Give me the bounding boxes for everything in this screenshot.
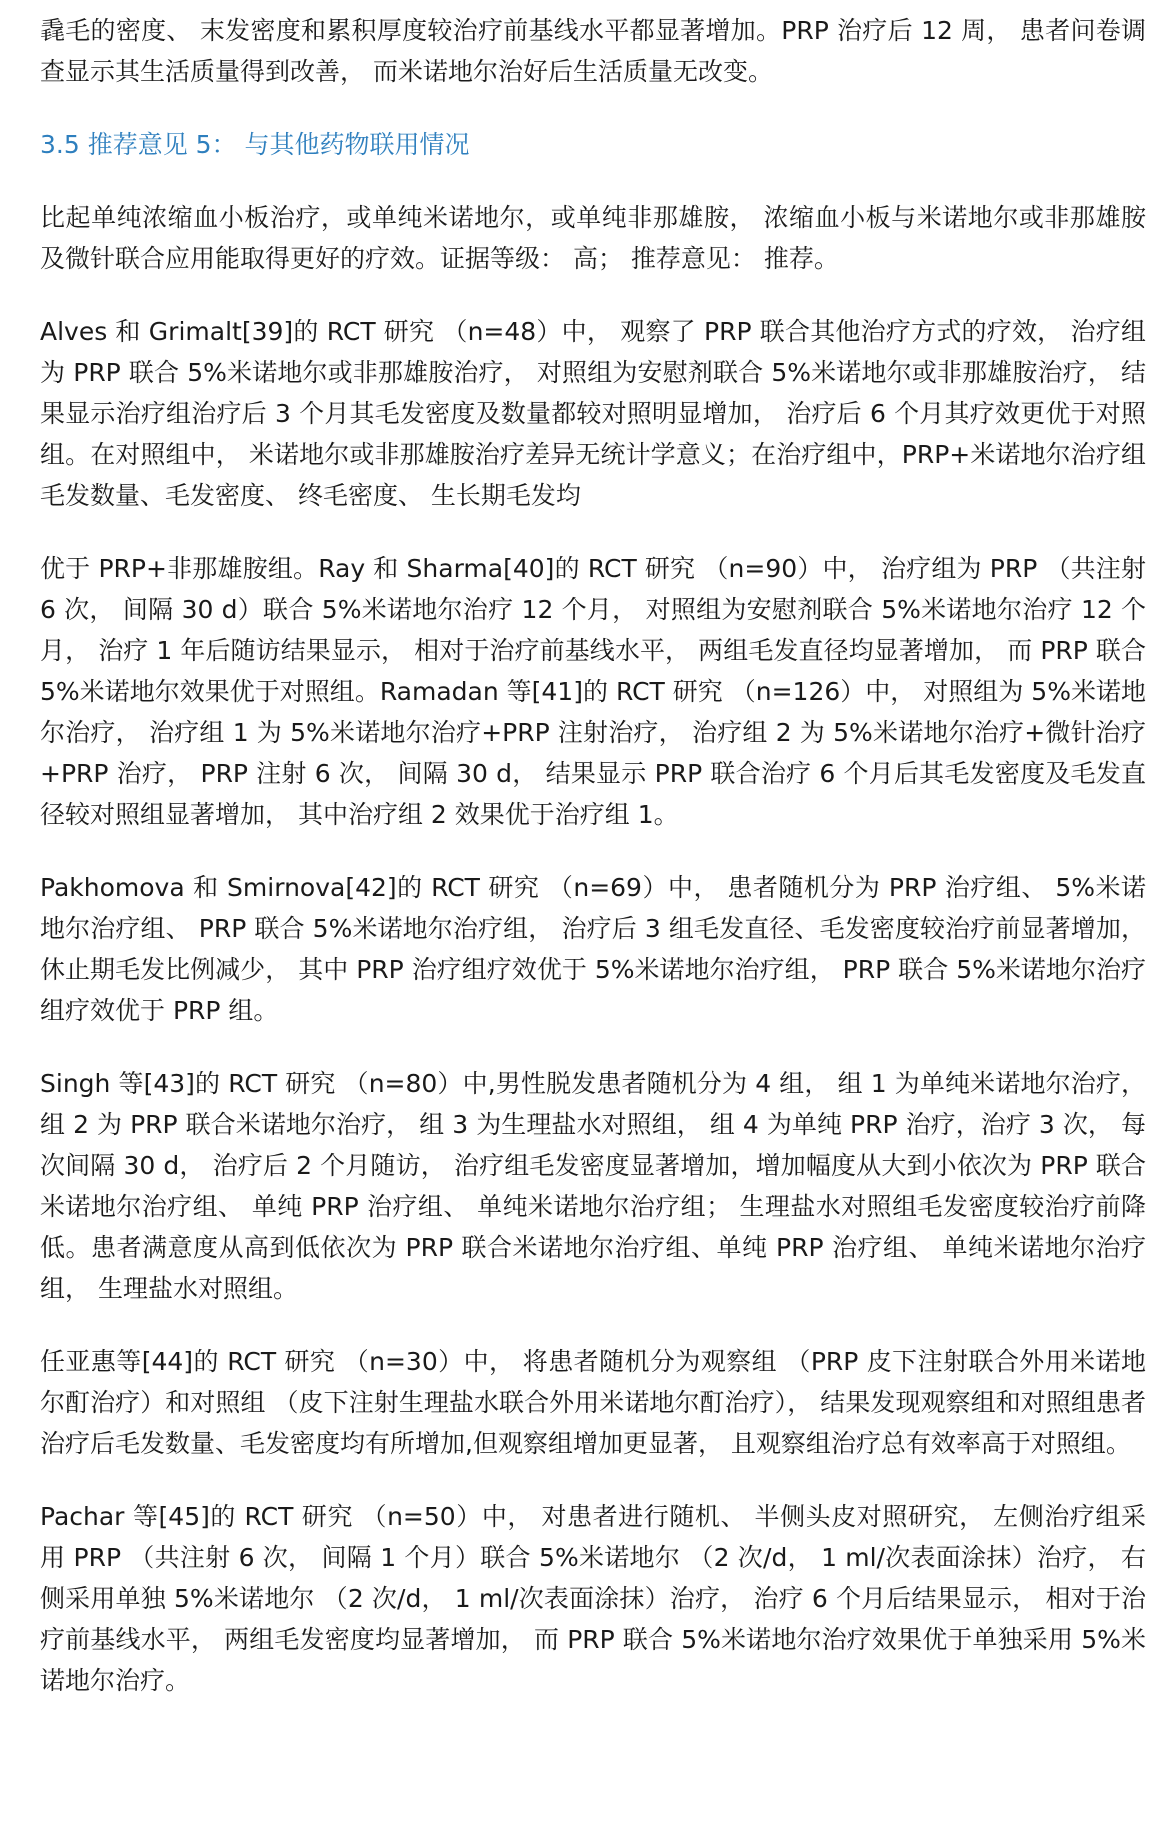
paragraph-intro: 毳毛的密度、 末发密度和累积厚度较治疗前基线水平都显著增加。PRP 治疗后 12 周， 患者问卷调查显示其生活质量得到改善， 而米诺地尔治好后生活质量无改变。 <box>40 16 1146 86</box>
section-heading: 3.5 推荐意见 5： 与其他药物联用情况 <box>40 130 470 159</box>
paragraph-ray: 优于 PRP+非那雄胺组。Ray 和 Sharma[40]的 RCT 研究 （n=90）中， 治疗组为 PRP （共注射 6 次， 间隔 30 d）联合 5%米诺地尔治疗 12 个月， 对照组为安慰剂联合 5%米诺地尔治疗 12 个月， 治疗 1 年后随访结果显示， 相对于治疗前基线水平， 两组毛发直径均显著增加， 而 PRP 联合 5%米诺地尔效果优于对照组。Ramadan 等[41]的 RCT 研究 （n=126）中， 对照组为 5%米诺地尔治疗， 治疗组 1 为 5%米诺地尔治疗+PRP 注射治疗， 治疗组 2 为 5%米诺地尔治疗+微针治疗+PRP 治疗， PRP 注射 6 次， 间隔 30 d， 结果显示 PRP 联合治疗 6 个月后其毛发密度及毛发直径较对照组显著增加， 其中治疗组 2 效果优于治疗组 1。 <box>40 554 1146 829</box>
paragraph-pakhomova: Pakhomova 和 Smirnova[42]的 RCT 研究 （n=69）中， 患者随机分为 PRP 治疗组、 5%米诺地尔治疗组、 PRP 联合 5%米诺地尔治疗组， 治疗后 3 组毛发直径、毛发密度较治疗前显著增加， 休止期毛发比例减少， 其中 PRP 治疗组疗效优于 5%米诺地尔治疗组， PRP 联合 5%米诺地尔治疗组疗效优于 PRP 组。 <box>40 873 1146 1025</box>
paragraph-singh: Singh 等[43]的 RCT 研究 （n=80）中,男性脱发患者随机分为 4 组， 组 1 为单纯米诺地尔治疗， 组 2 为 PRP 联合米诺地尔治疗， 组 3 为生理盐水对照组， 组 4 为单纯 PRP 治疗，治疗 3 次， 每次间隔 30 d， 治疗后 2 个月随访， 治疗组毛发密度显著增加，增加幅度从大到小依次为 PRP 联合米诺地尔治疗组、 单纯 PRP 治疗组、 单纯米诺地尔治疗组； 生理盐水对照组毛发密度较治疗前降低。患者满意度从高到低依次为 PRP 联合米诺地尔治疗组、单纯 PRP 治疗组、 单纯米诺地尔治疗组， 生理盐水对照组。 <box>40 1069 1146 1303</box>
paragraph-recommendation: 比起单纯浓缩血小板治疗，或单纯米诺地尔，或单纯非那雄胺， 浓缩血小板与米诺地尔或非那雄胺及微针联合应用能取得更好的疗效。证据等级： 高； 推荐意见： 推荐。 <box>40 203 1146 273</box>
paragraph-ren: 任亚惠等[44]的 RCT 研究 （n=30）中， 将患者随机分为观察组 （PRP 皮下注射联合外用米诺地尔酊治疗）和对照组 （皮下注射生理盐水联合外用米诺地尔酊治疗）， 结果发现观察组和对照组患者治疗后毛发数量、毛发密度均有所增加,但观察组增加更显著， 且观察组治疗总有效率高于对照组。 <box>40 1347 1146 1458</box>
paragraph-pachar: Pachar 等[45]的 RCT 研究 （n=50）中， 对患者进行随机、 半侧头皮对照研究， 左侧治疗组采用 PRP （共注射 6 次， 间隔 1 个月）联合 5%米诺地尔 （2 次/d， 1 ml/次表面涂抹）治疗， 右侧采用单独 5%米诺地尔 （2 次/d， 1 ml/次表面涂抹）治疗， 治疗 6 个月后结果显示， 相对于治疗前基线水平， 两组毛发密度均显著增加， 而 PRP 联合 5%米诺地尔治疗效果优于单独采用 5%米诺地尔治疗。 <box>40 1502 1146 1695</box>
paragraph-alves: Alves 和 Grimalt[39]的 RCT 研究 （n=48）中， 观察了 PRP 联合其他治疗方式的疗效， 治疗组为 PRP 联合 5%米诺地尔或非那雄胺治疗， 对照组为安慰剂联合 5%米诺地尔或非那雄胺治疗， 结果显示治疗组治疗后 3 个月其毛发密度及数量都较对照明显增加， 治疗后 6 个月其疗效更优于对照组。在对照组中， 米诺地尔或非那雄胺治疗差异无统计学意义；在治疗组中，PRP+米诺地尔治疗组毛发数量、毛发密度、 终毛密度、 生长期毛发均 <box>40 317 1146 510</box>
